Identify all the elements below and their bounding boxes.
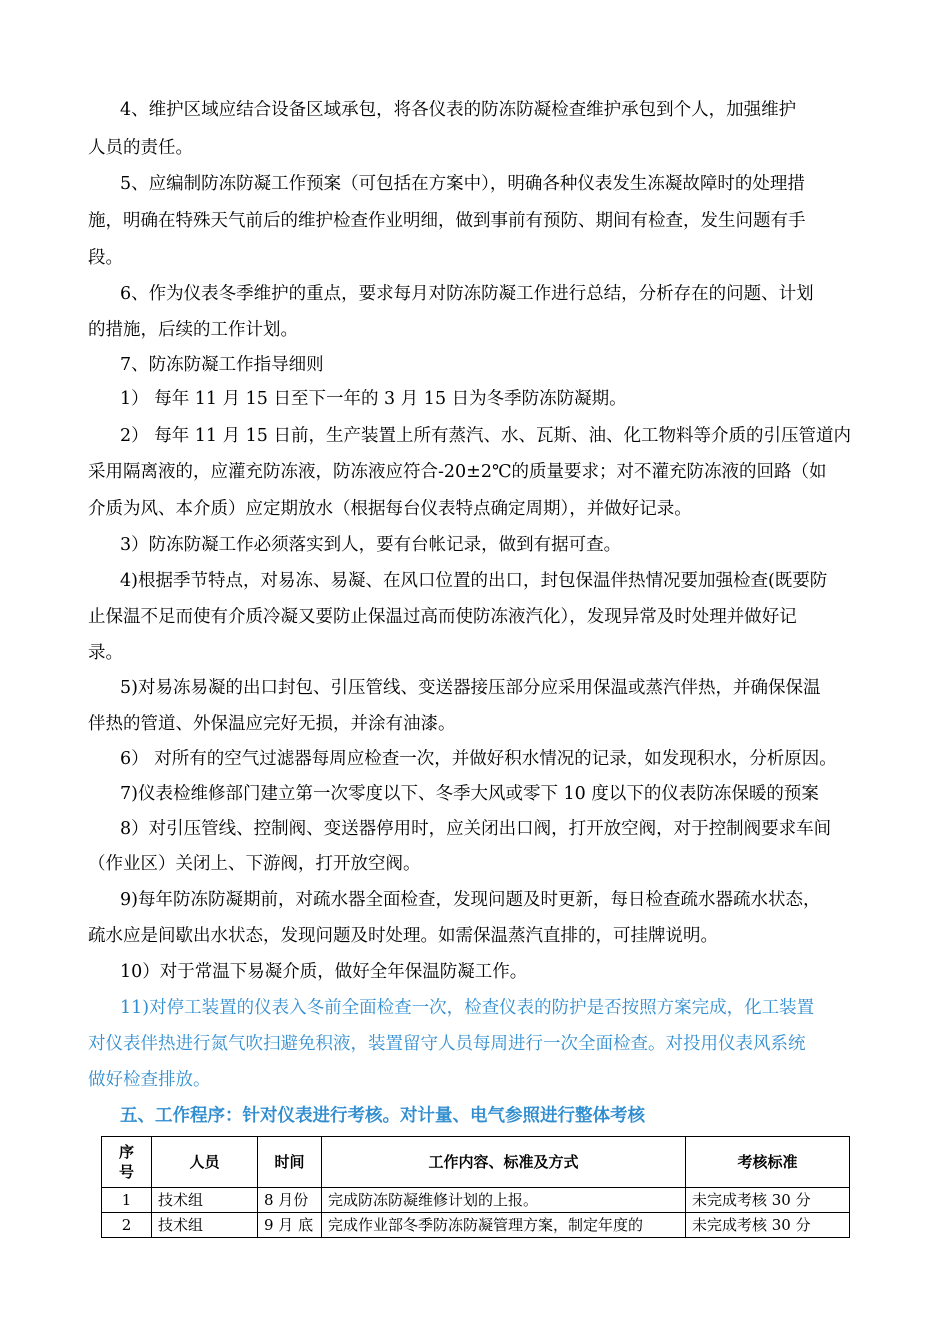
cell-content: 完成防冻防凝维修计划的上报。 xyxy=(322,1188,686,1213)
paragraph-line: 疏水应是间歇出水状态，发现问题及时处理。如需保温蒸汽直排的，可挂牌说明。 xyxy=(88,926,718,946)
paragraph-line: 5、应编制防冻防凝工作预案（可包括在方案中），明确各种仪表发生冻凝故障时的处理措 xyxy=(120,174,805,194)
paragraph-line: 6、作为仪表冬季维护的重点，要求每月对防冻防凝工作进行总结，分析存在的问题、计划 xyxy=(120,284,814,304)
paragraph-line: 采用隔离液的，应灌充防冻液，防冻液应符合-20±2℃的质量要求；对不灌充防冻液的回路（如 xyxy=(88,462,827,482)
highlighted-paragraph-line: 做好检查排放。 xyxy=(88,1070,211,1090)
paragraph-line: 2） 每年 11 月 15 日前，生产装置上所有蒸汽、水、瓦斯、油、化工物料等介质的引压管道内 xyxy=(120,426,851,446)
paragraph-line: 的措施，后续的工作计划。 xyxy=(88,320,298,340)
paragraph-line: 5)对易冻易凝的出口封包、引压管线、变送器接压部分应采用保温或蒸汽伴热，并确保保温 xyxy=(120,678,821,698)
paragraph-line: 4、维护区域应结合设备区域承包，将各仪表的防冻防凝检查维护承包到个人，加强维护 xyxy=(120,100,797,120)
section-heading: 五、工作程序：针对仪表进行考核。对计量、电气参照进行整体考核 xyxy=(120,1106,645,1126)
cell-time: 9 月 底 xyxy=(258,1213,322,1238)
table-header-row xyxy=(102,1137,850,1188)
paragraph-line: 7)仪表检维修部门建立第一次零度以下、冬季大风或零下 10 度以下的仪表防冻保暖的预案 xyxy=(120,784,819,804)
paragraph-line: 10）对于常温下易凝介质，做好全年保温防凝工作。 xyxy=(120,962,528,982)
cell-content: 完成作业部冬季防冻防凝管理方案，制定年度的 xyxy=(322,1213,686,1238)
header-content: 工作内容、标准及方式 xyxy=(322,1137,686,1188)
table-row xyxy=(102,1213,850,1238)
paragraph-line: 录。 xyxy=(88,643,123,663)
paragraph-line: 人员的责任。 xyxy=(88,138,193,158)
paragraph-line: 伴热的管道、外保温应完好无损，并涂有油漆。 xyxy=(88,714,456,734)
paragraph-line: 段。 xyxy=(88,248,123,268)
header-criteria: 考核标准 xyxy=(686,1137,850,1188)
cell-criteria: 未完成考核 30 分 xyxy=(686,1188,850,1213)
cell-seq: 2 xyxy=(102,1213,152,1238)
cell-criteria: 未完成考核 30 分 xyxy=(686,1213,850,1238)
header-person: 人员 xyxy=(152,1137,258,1188)
cell-person: 技术组 xyxy=(152,1188,258,1213)
cell-seq: 1 xyxy=(102,1188,152,1213)
paragraph-line: 3）防冻防凝工作必须落实到人，要有台帐记录，做到有据可查。 xyxy=(120,535,622,555)
header-seq: 序号 xyxy=(102,1137,152,1188)
cell-time: 8 月份 xyxy=(258,1188,322,1213)
header-time: 时间 xyxy=(258,1137,322,1188)
paragraph-line: 8）对引压管线、控制阀、变送器停用时，应关闭出口阀，打开放空阀，对于控制阀要求车间 xyxy=(120,819,832,839)
paragraph-line: 9)每年防冻防凝期前，对疏水器全面检查，发现问题及时更新，每日检查疏水器疏水状态， xyxy=(120,890,821,910)
paragraph-line: 施，明确在特殊天气前后的维护检查作业明细，做到事前有预防、期间有检查，发生问题有手 xyxy=(88,211,806,231)
paragraph-line: 止保温不足而使有介质冷凝又要防止保温过高而使防冻液汽化），发现异常及时处理并做好记 xyxy=(88,607,797,627)
paragraph-line: 1） 每年 11 月 15 日至下一年的 3 月 15 日为冬季防冻防凝期。 xyxy=(120,389,627,409)
paragraph-line: 介质为风、本介质）应定期放水（根据每台仪表特点确定周期），并做好记录。 xyxy=(88,499,692,519)
assessment-table xyxy=(101,1136,850,1238)
paragraph-line: 6） 对所有的空气过滤器每周应检查一次，并做好积水情况的记录，如发现积水，分析原因。 xyxy=(120,749,837,769)
paragraph-line: 7、防冻防凝工作指导细则 xyxy=(120,355,324,375)
table-row xyxy=(102,1188,850,1213)
paragraph-line: （作业区）关闭上、下游阀，打开放空阀。 xyxy=(88,854,421,874)
paragraph-line: 4)根据季节特点，对易冻、易凝、在风口位置的出口，封包保温伴热情况要加强检查(既要防 xyxy=(120,571,828,591)
highlighted-paragraph-line: 11)对停工装置的仪表入冬前全面检查一次，检查仪表的防护是否按照方案完成，化工装置 xyxy=(120,998,815,1018)
highlighted-paragraph-line: 对仪表伴热进行氮气吹扫避免积液，装置留守人员每周进行一次全面检查。对投用仪表风系统 xyxy=(88,1034,806,1054)
cell-person: 技术组 xyxy=(152,1213,258,1238)
